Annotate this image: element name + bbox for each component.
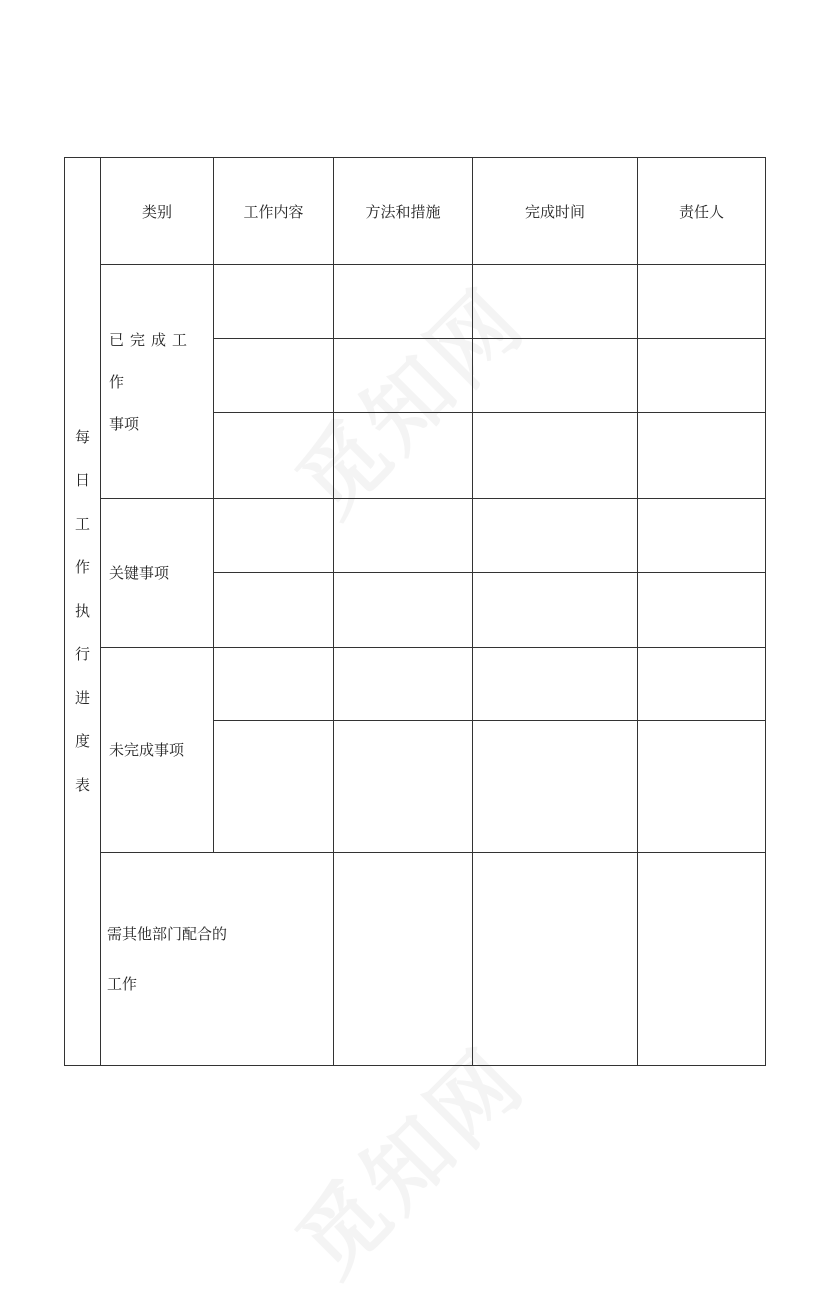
table-cell[interactable]	[214, 265, 334, 339]
table-cell[interactable]	[638, 721, 766, 853]
table-cell[interactable]	[214, 339, 334, 413]
progress-table	[64, 157, 766, 1066]
table-cell[interactable]	[473, 265, 638, 339]
table-cell[interactable]	[473, 573, 638, 648]
table-cell[interactable]	[334, 573, 473, 648]
table-cell[interactable]	[214, 721, 334, 853]
table-cell[interactable]	[638, 573, 766, 648]
table-cell[interactable]	[334, 265, 473, 339]
table-cell[interactable]	[334, 721, 473, 853]
header-responsible: 责任人	[638, 158, 766, 265]
table-cell[interactable]	[473, 413, 638, 499]
table-cell[interactable]	[334, 413, 473, 499]
table-cell[interactable]	[638, 339, 766, 413]
table-row-dept	[65, 853, 766, 1066]
table-cell[interactable]	[334, 853, 473, 1066]
table-cell[interactable]	[473, 721, 638, 853]
section-other-dept: 需其他部门配合的 工作	[101, 853, 334, 1066]
header-category: 类别	[101, 158, 214, 265]
section-completed: 已完成工作 事项	[101, 265, 214, 499]
table-cell[interactable]	[638, 413, 766, 499]
table-row	[65, 265, 766, 339]
table-cell[interactable]	[638, 265, 766, 339]
table-row	[65, 648, 766, 721]
table-cell[interactable]	[638, 648, 766, 721]
header-work-content: 工作内容	[214, 158, 334, 265]
table-row	[65, 499, 766, 573]
table-cell[interactable]	[473, 339, 638, 413]
table-cell[interactable]	[214, 499, 334, 573]
table-cell[interactable]	[638, 853, 766, 1066]
table-cell[interactable]	[473, 648, 638, 721]
header-completion-time: 完成时间	[473, 158, 638, 265]
table-cell[interactable]	[473, 499, 638, 573]
table-title-vertical: 每 日 工 作 执 行 进 度 表	[65, 158, 101, 1066]
header-row	[65, 158, 766, 265]
table-cell[interactable]	[334, 339, 473, 413]
table-cell[interactable]	[214, 413, 334, 499]
table-cell[interactable]	[473, 853, 638, 1066]
table-cell[interactable]	[638, 499, 766, 573]
section-key-items: 关键事项	[101, 499, 214, 648]
header-methods: 方法和措施	[334, 158, 473, 265]
table-cell[interactable]	[214, 648, 334, 721]
table-cell[interactable]	[214, 573, 334, 648]
table-cell[interactable]	[334, 499, 473, 573]
section-uncompleted: 未完成事项	[101, 648, 214, 853]
table-cell[interactable]	[334, 648, 473, 721]
